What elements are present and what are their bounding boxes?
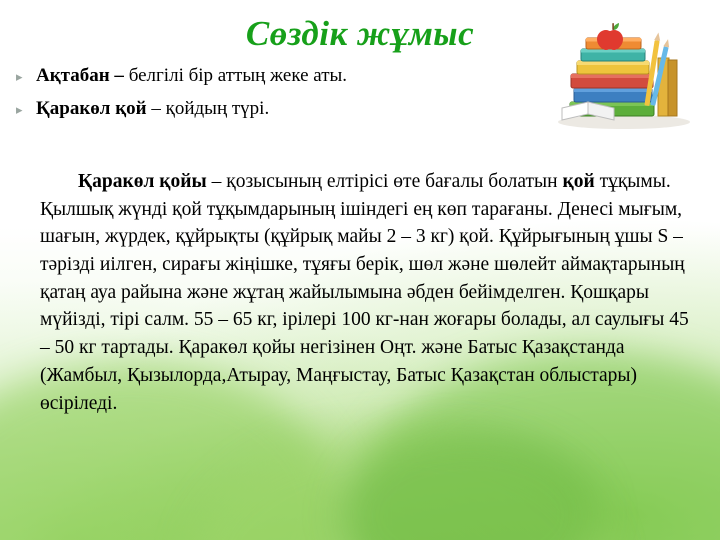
paragraph-lead-term: Қаракөл қойы <box>78 171 207 192</box>
list-item-text <box>36 97 269 121</box>
list-item-term: Ақтабан – <box>36 65 129 86</box>
list-item-text <box>36 64 347 88</box>
list-item-definition: белгілі бір аттың жеке аты. <box>128 65 348 86</box>
list-item <box>16 97 536 121</box>
paragraph-bold-term-2: қой <box>562 171 595 192</box>
paragraph-line <box>40 168 690 417</box>
triangle-bullet-icon: ▸ <box>16 69 23 84</box>
background-blob-center <box>190 430 610 540</box>
list-item <box>16 64 536 88</box>
bullet-list <box>16 64 536 130</box>
page-title: Сөздік жұмыс <box>245 14 475 53</box>
background-blob-accent <box>340 430 600 540</box>
paragraph-text-part-2: тұқымы. Қылшық жүнді қой тұқымдарының ішіндегі ең көп тарағаны. Денесі мығым, шағын, жүрдек, құйрықты (құйрық майы 2 – 3 кг) қой. Құйрығының ұшы S – тәрізді иілген, сирағы жіңішке, тұяғы берік, шөл және шөлейт аймақтарының қатаң ауа райына және жұтаң жайылымына әбден бейімделген. Қошқары мүйізді, тірі салм. 55 – 65 кг, ірілері 100 кг-нан жоғары болады, ал саулығы 45 – 50 кг тартады. Қаракөл қойы негізінен Оңт. және Батыс Қазақстанда (Жамбыл, Қызылорда,Атырау, Маңғыстау, Батыс Қазақстан облыстары) өсіріледі. <box>40 171 689 414</box>
triangle-bullet-icon: ▸ <box>16 101 23 117</box>
body-paragraph <box>40 168 690 417</box>
stack-of-books-illustration <box>554 10 694 132</box>
paragraph-text-part-1: – қозысының елтірісі өте бағалы болатын <box>206 171 563 192</box>
list-item-term: Қаракөл қой <box>36 97 147 119</box>
list-item-definition: – қойдың түрі. <box>146 97 270 119</box>
